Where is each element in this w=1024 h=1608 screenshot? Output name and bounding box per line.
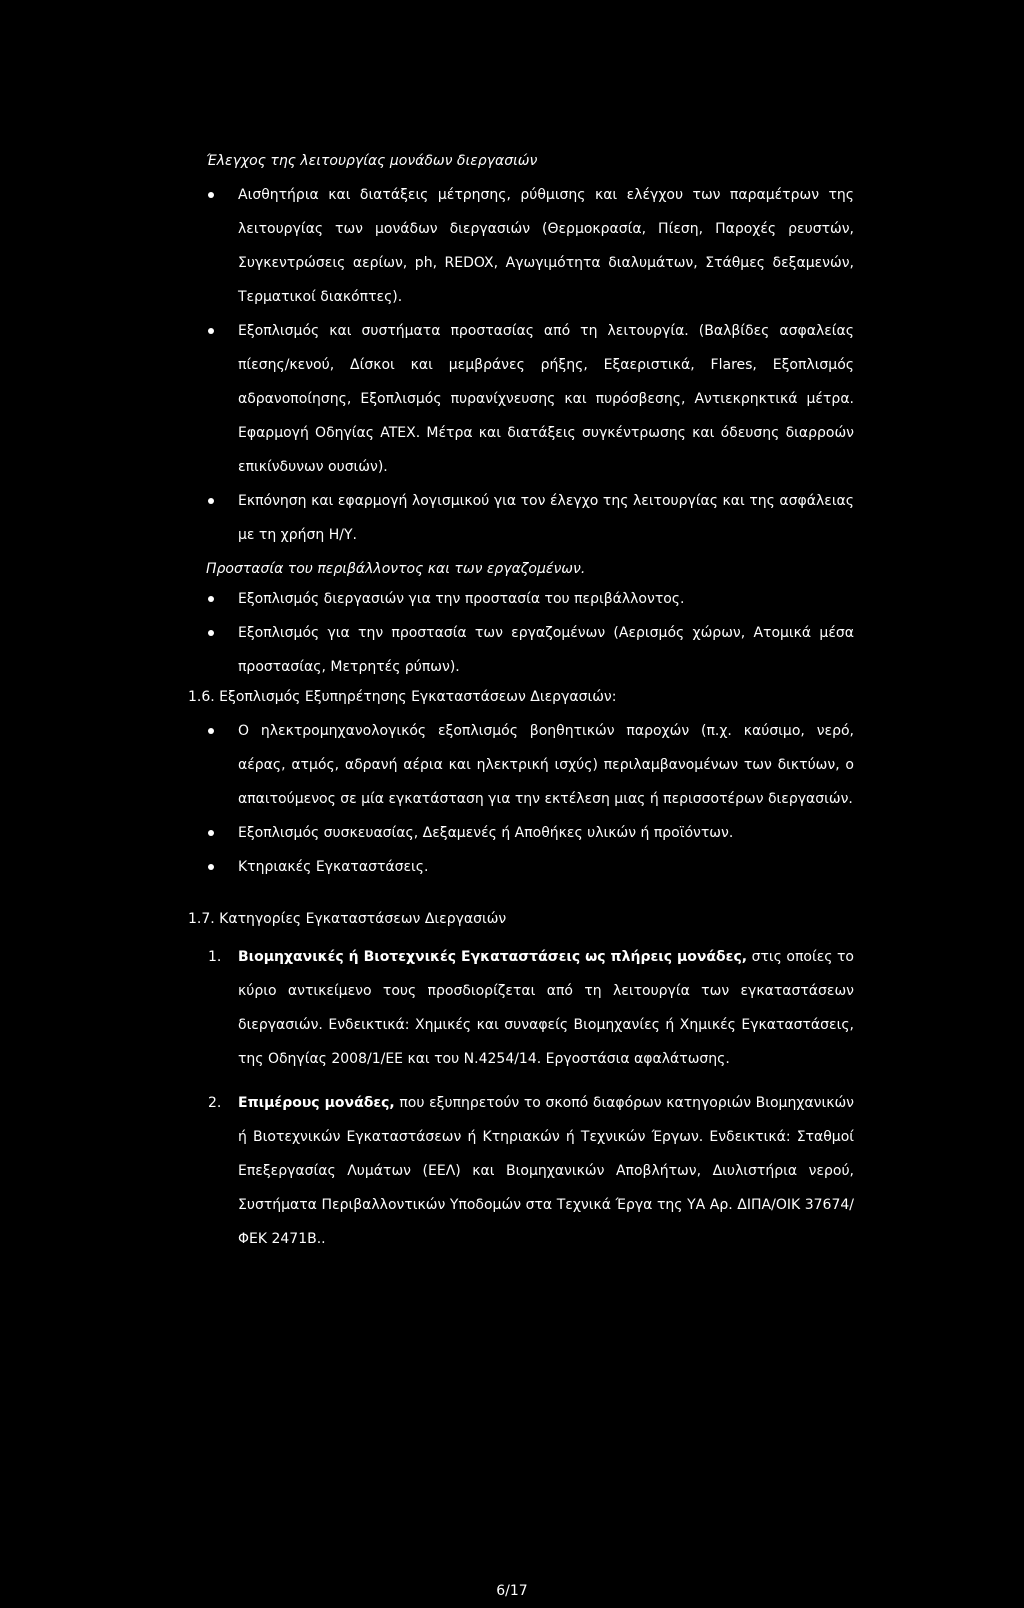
list-item: Αισθητήρια και διατάξεις μέτρησης, ρύθμισης και ελέγχου των παραμέτρων της λειτουργίας των μονάδων διεργασιών (Θερμοκρασία, Πίεση, Παροχές ρευστών, Συγκεντρώσεις αερίων, ph, REDOX, Αγωγιμότητα διαλυμάτων, Στάθμες δεξαμενών, Τερματικοί διακόπτες). [206, 178, 854, 314]
protection-section-title: Προστασία του περιβάλλοντος και των εργαζομένων. [206, 561, 586, 577]
bullet-icon [208, 864, 214, 870]
list-item: Κτηριακές Εγκαταστάσεις. [206, 850, 854, 884]
list-item: Εξοπλισμός συσκευασίας, Δεξαμενές ή Αποθήκες υλικών ή προϊόντων. [206, 816, 854, 850]
protection-list [206, 582, 854, 684]
list-item: Εξοπλισμός για την προστασία των εργαζομένων (Αερισμός χώρων, Ατομικά μέσα προστασίας, Μετρητές ρύπων). [206, 616, 854, 684]
list-item: Εκπόνηση και εφαρμογή λογισμικού για τον έλεγχο της λειτουργίας και της ασφάλειας με τη χρήση Η/Υ. [206, 484, 854, 552]
bullet-icon [208, 596, 214, 602]
list-item: Ο ηλεκτρομηχανολογικός εξοπλισμός βοηθητικών παροχών (π.χ. καύσιμο, νερό, αέρας, ατμός, αδρανή αέρια και ηλεκτρική ισχύς) περιλαμβανομένων των δικτύων, ο απαιτούμενος σε μία εγκατάσταση για την εκτέλεση μιας ή περισσοτέρων διεργασιών. [206, 714, 854, 816]
service-equipment-list [206, 714, 854, 884]
item-text: στις οποίες το κύριο αντικείμενο τους προσδιορίζεται από τη λειτουργία των εγκαταστάσεων διεργασιών. Ενδεικτικά: Χημικές και συναφείς Βιομηχανίες ή Χημικές Εγκαταστάσεις, της Οδηγίας 2008/1/ΕΕ και του Ν.4254/14. Εργοστάσια αφαλάτωσης. [238, 949, 854, 1067]
section-heading-1-7: 1.7. Κατηγορίες Εγκαταστάσεων Διεργασιών [188, 911, 507, 927]
bullet-icon [208, 498, 214, 504]
item-bold-lead: Επιμέρους μονάδες, [238, 1095, 395, 1111]
list-item [188, 940, 854, 1076]
bullet-icon [208, 830, 214, 836]
section-heading-1-6: 1.6. Εξοπλισμός Εξυπηρέτησης Εγκαταστάσεων Διεργασιών: [188, 689, 617, 705]
control-list [206, 178, 854, 552]
list-item: Εξοπλισμός και συστήματα προστασίας από τη λειτουργία. (Βαλβίδες ασφαλείας πίεσης/κενού, Δίσκοι και μεμβράνες ρήξης, Εξαεριστικά, Flares, Εξοπλισμός αδρανοποίησης, Εξοπλισμός πυρανίχνευσης και πυρόσβεσης, Αντιεκρηκτικά μέτρα. Εφαρμογή Οδηγίας ATEX. Μέτρα και διατάξεις συγκέντρωσης και όδευσης διαρροών επικίνδυνων ουσιών). [206, 314, 854, 484]
control-section-title: Έλεγχος της λειτουργίας μονάδων διεργασιών [206, 153, 538, 169]
bullet-icon [208, 728, 214, 734]
list-item [188, 1086, 854, 1256]
page-number: 6/17 [496, 1583, 528, 1599]
bullet-icon [208, 192, 214, 198]
bullet-icon [208, 630, 214, 636]
item-number: 1. [208, 949, 222, 965]
list-item: Εξοπλισμός διεργασιών για την προστασία του περιβάλλοντος. [206, 582, 854, 616]
bullet-icon [208, 328, 214, 334]
categories-list [188, 940, 854, 1266]
item-text: που εξυπηρετούν το σκοπό διαφόρων κατηγοριών Βιομηχανικών ή Βιοτεχνικών Εγκαταστάσεων ή Κτηριακών ή Τεχνικών Έργων. Ενδεικτικά: Σταθμοί Επεξεργασίας Λυμάτων (ΕΕΛ) και Βιομηχανικών Αποβλήτων, Διυλιστήρια νερού, Συστήματα Περιβαλλοντικών Υποδομών στα Τεχνικά Έργα της ΥΑ Αρ. ΔΙΠΑ/ΟΙΚ 37674/ΦΕΚ 2471Β.. [238, 1095, 854, 1247]
item-number: 2. [208, 1095, 222, 1111]
item-bold-lead: Βιομηχανικές ή Βιοτεχνικές Εγκαταστάσεις ως πλήρεις μονάδες, [238, 949, 748, 965]
